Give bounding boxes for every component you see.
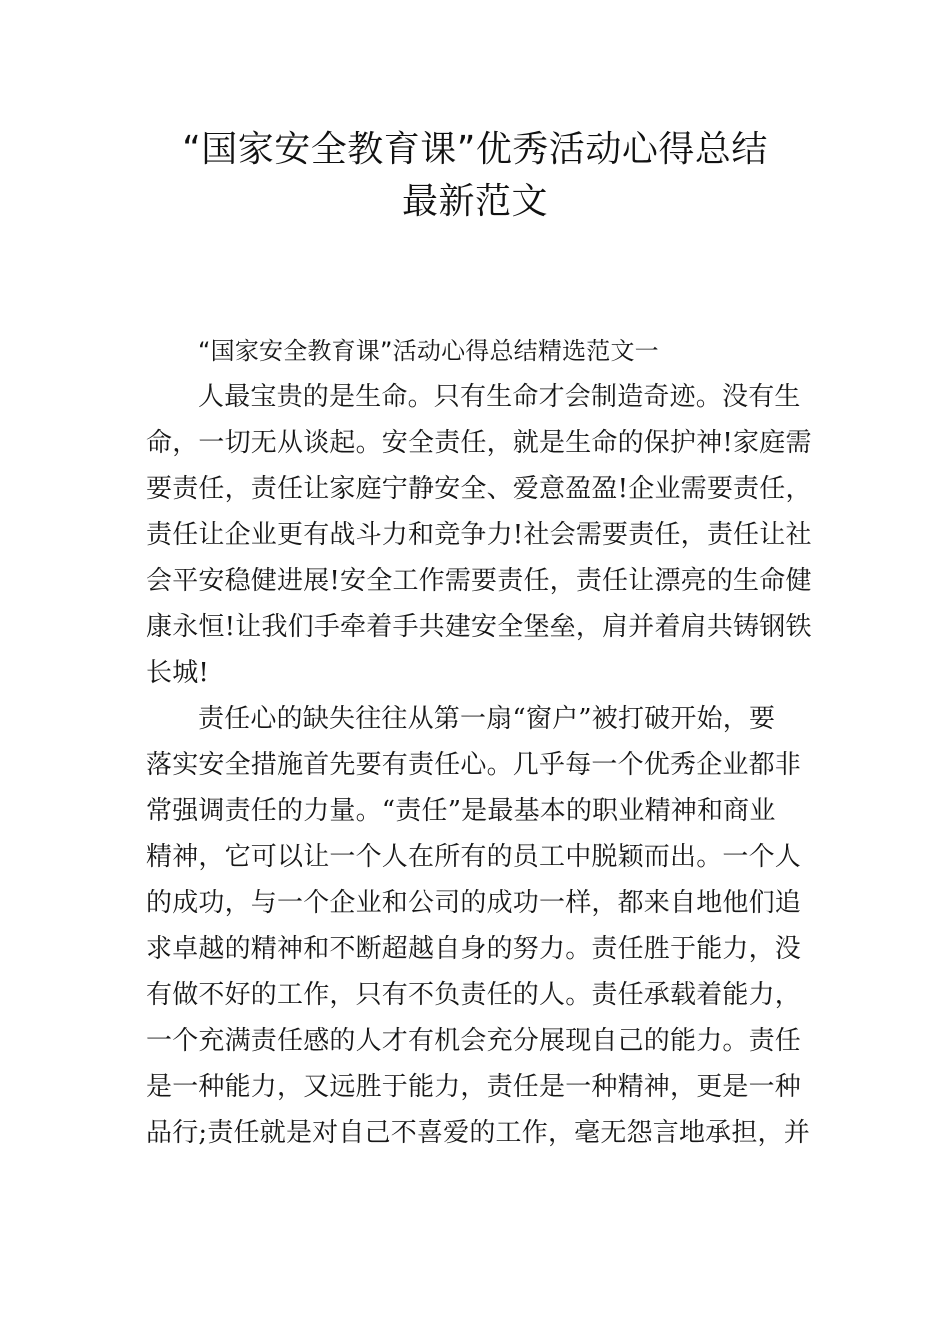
- title-line-1: “国家安全教育课”优秀活动心得总结: [182, 129, 768, 170]
- document-title: [120, 124, 830, 228]
- paragraph-1-line: 长城!: [146, 658, 210, 688]
- paragraph-1-line: 康永恒!让我们手牵着手共建安全堡垒，肩并着肩共铸钢铁: [146, 612, 812, 642]
- paragraph-1-line: 会平安稳健进展!安全工作需要责任，责任让漂亮的生命健: [146, 566, 812, 596]
- paragraph-2-line: 品行;责任就是对自己不喜爱的工作，毫无怨言地承担，并: [146, 1118, 810, 1148]
- paragraph-1-line: 责任让企业更有战斗力和竞争力!社会需要责任，责任让社: [146, 520, 812, 550]
- section-heading: “国家安全教育课”活动心得总结精选范文一: [198, 337, 659, 365]
- document-body: [146, 328, 811, 1156]
- paragraph-2-line: 求卓越的精神和不断超越自身的努力。责任胜于能力，没: [146, 934, 802, 964]
- title-line-2: 最新范文: [401, 181, 548, 222]
- paragraph-1-line: 命，一切无从谈起。安全责任，就是生命的保护神!家庭需: [146, 428, 812, 458]
- paragraph-2-line: 有做不好的工作，只有不负责任的人。责任承载着能力，: [146, 980, 802, 1010]
- paragraph-2-line: 责任心的缺失往往从第一扇“窗户”被打破开始，要: [198, 704, 776, 734]
- paragraph-2-line: 落实安全措施首先要有责任心。几乎每一个优秀企业都非: [146, 750, 802, 780]
- paragraph-2-line: 是一种能力，又远胜于能力，责任是一种精神，更是一种: [146, 1072, 802, 1102]
- paragraph-1-line: 要责任，责任让家庭宁静安全、爱意盈盈!企业需要责任，: [146, 474, 812, 504]
- paragraph-2-line: 一个充满责任感的人才有机会充分展现自己的能力。责任: [146, 1026, 802, 1056]
- paragraph-1-line: 人最宝贵的是生命。只有生命才会制造奇迹。没有生: [198, 382, 801, 412]
- paragraph-2-line: 精神，它可以让一个人在所有的员工中脱颖而出。一个人: [146, 842, 802, 872]
- paragraph-2-line: 常强调责任的力量。“责任”是最基本的职业精神和商业: [146, 796, 776, 826]
- paragraph-2-line: 的成功，与一个企业和公司的成功一样，都来自地他们追: [146, 888, 802, 918]
